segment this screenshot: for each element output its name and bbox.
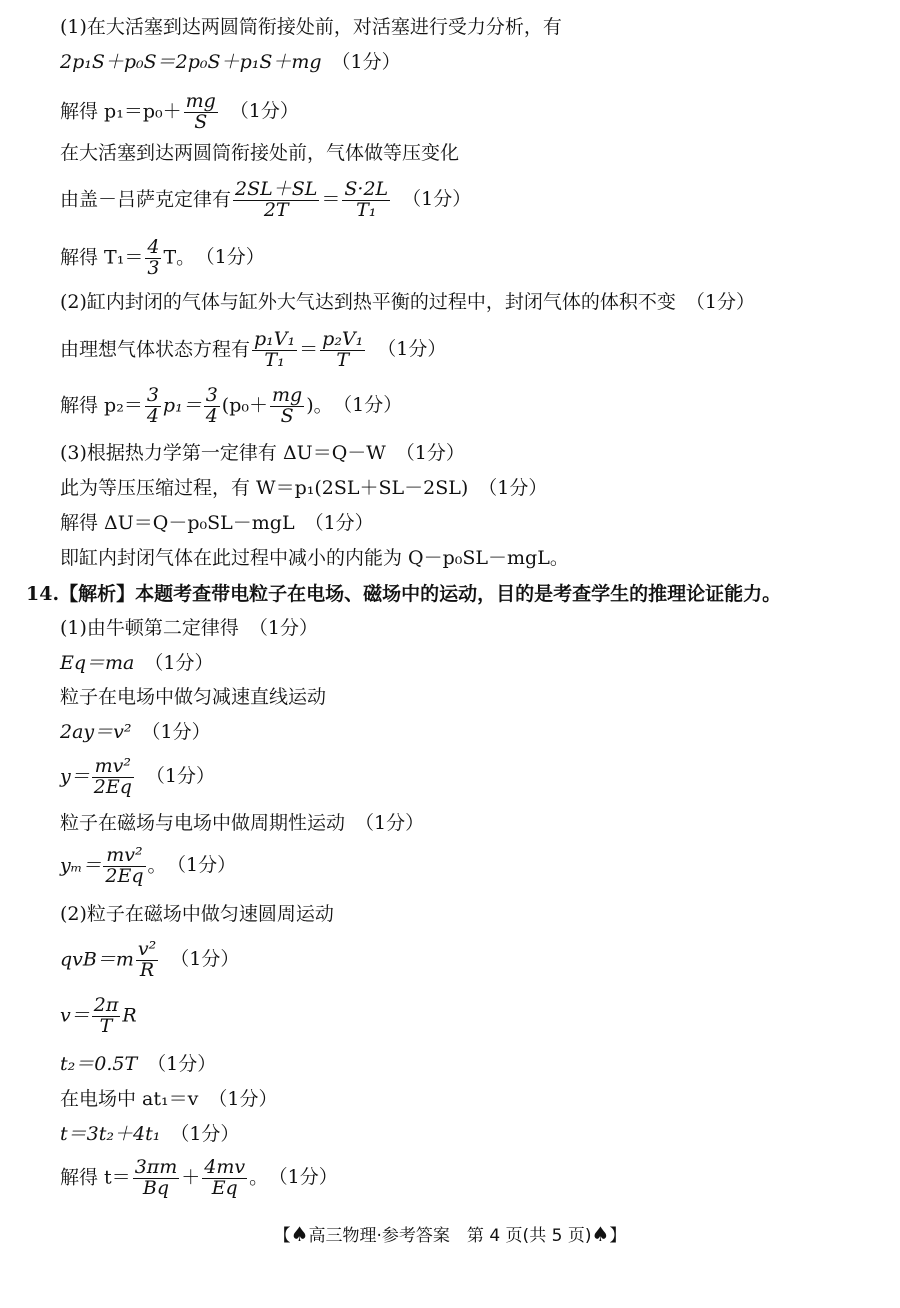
equation-line: v＝ $\frac{2\pi}{T}$ R <box>60 994 137 1037</box>
fraction: $\frac{3\pi m}{Bq}$ <box>134 1156 178 1199</box>
fraction: $\frac{mg}{S}$ <box>272 384 303 427</box>
equation-line: 解得 t＝ $\frac{3\pi m}{Bq}$ ＋ $\frac{4mv}{Eq}$ 。 （1分） <box>60 1156 338 1199</box>
equation-line: yₘ＝ $\frac{\text{mv²}}{2Eq}$ 。 （1分） <box>60 844 237 887</box>
equation-line: 由盖－吕萨克定律有 $\frac{2SL+SL}{2T}$ ＝ $\frac{S\cdot 2L}{\text{T₁}}$ （1分） <box>60 178 472 221</box>
text-line: (2)粒子在磁场中做匀速圆周运动 <box>60 903 334 925</box>
text-line: 即缸内封闭气体在此过程中减小的内能为 Q－p₀SL－mgL。 <box>60 547 569 569</box>
equation-line: y＝ $\frac{\text{mv²}}{2Eq}$ （1分） <box>60 755 215 798</box>
question-number: 14.【解析】本题考查带电粒子在电场、磁场中的运动，目的是考查学生的推理论证能力。 <box>26 583 782 605</box>
equation-line: 解得 p₁＝p₀＋ $\frac{mg}{S}$ （1分） <box>60 90 299 133</box>
text-line: 在大活塞到达两圆筒衔接处前，气体做等压变化 <box>60 142 460 164</box>
text-line: 粒子在磁场与电场中做周期性运动 （1分） <box>60 812 425 834</box>
fraction: $\frac{mg}{S}$ <box>185 90 216 133</box>
fraction: $\frac{4mv}{Eq}$ <box>204 1156 246 1199</box>
equation-line: Eq＝ma （1分） <box>60 652 214 674</box>
equation-line: qvB＝m $\frac{\text{v²}}{R}$ （1分） <box>60 938 240 981</box>
fraction: $\frac{S\cdot 2L}{\text{T₁}}$ <box>344 178 389 221</box>
equation-line: 2p₁S＋p₀S＝2p₀S＋p₁S＋mg （1分） <box>60 51 401 73</box>
text-line: (1)在大活塞到达两圆筒衔接处前，对活塞进行受力分析，有 <box>60 16 562 38</box>
fraction: $\frac{\text{mv²}}{2Eq}$ <box>93 755 132 798</box>
text-line: (1)由牛顿第二定律得 （1分） <box>60 617 319 639</box>
text-line: (3)根据热力学第一定律有 ΔU＝Q－W （1分） <box>60 442 465 464</box>
fraction: $\frac{4}{3}$ <box>147 236 160 279</box>
equation-line: 2ay＝v² （1分） <box>60 721 211 743</box>
spade-icon: ♠ <box>290 1222 309 1246</box>
equation-line: 解得 T₁＝ $\frac{4}{3}$ T。 （1分） <box>60 236 265 279</box>
equation-line: t＝3t₂＋4t₁ （1分） <box>60 1123 240 1145</box>
fraction: $\frac{2\pi}{T}$ <box>93 994 119 1037</box>
fraction: $\frac{\text{p₂V₁}}{T}$ <box>322 328 364 371</box>
fraction: $\frac{\text{v²}}{R}$ <box>137 938 157 981</box>
equation-line: t₂＝0.5T （1分） <box>60 1053 217 1075</box>
fraction: $\frac{\text{p₁V₁}}{\text{T₁}}$ <box>254 328 296 371</box>
fraction: $\frac{2SL+SL}{2T}$ <box>235 178 318 221</box>
footer-text: 高三物理·参考答案 第 4 页(共 5 页) <box>308 1226 592 1246</box>
text-line: (2)缸内封闭的气体与缸外大气达到热平衡的过程中，封闭气体的体积不变 （1分） <box>60 291 756 313</box>
equation-line: 由理想气体状态方程有 $\frac{\text{p₁V₁}}{\text{T₁}}$ ＝ $\frac{\text{p₂V₁}}{T}$ （1分） <box>60 328 447 371</box>
fraction: $\frac{3}{4}$ <box>146 384 159 427</box>
spade-icon: ♠ <box>591 1222 610 1246</box>
text-line: 粒子在电场中做匀减速直线运动 <box>60 686 327 708</box>
equation-line: 解得 p₂＝ $\frac{3}{4}$ p₁＝ $\frac{3}{4}$ (p₀＋ $\frac{mg}{S}$ )。 （1分） <box>60 384 403 427</box>
fraction: $\frac{3}{4}$ <box>205 384 218 427</box>
text-line: 在电场中 at₁＝v （1分） <box>60 1088 278 1110</box>
text-line: 解得 ΔU＝Q－p₀SL－mgL （1分） <box>60 512 374 534</box>
text-line: 此为等压压缩过程，有 W＝p₁(2SL＋SL－2SL) （1分） <box>60 477 548 499</box>
page-footer: 【♠高三物理·参考答案 第 4 页(共 5 页)♠】 <box>273 1222 627 1246</box>
fraction: $\frac{\text{mv²}}{2Eq}$ <box>105 844 144 887</box>
